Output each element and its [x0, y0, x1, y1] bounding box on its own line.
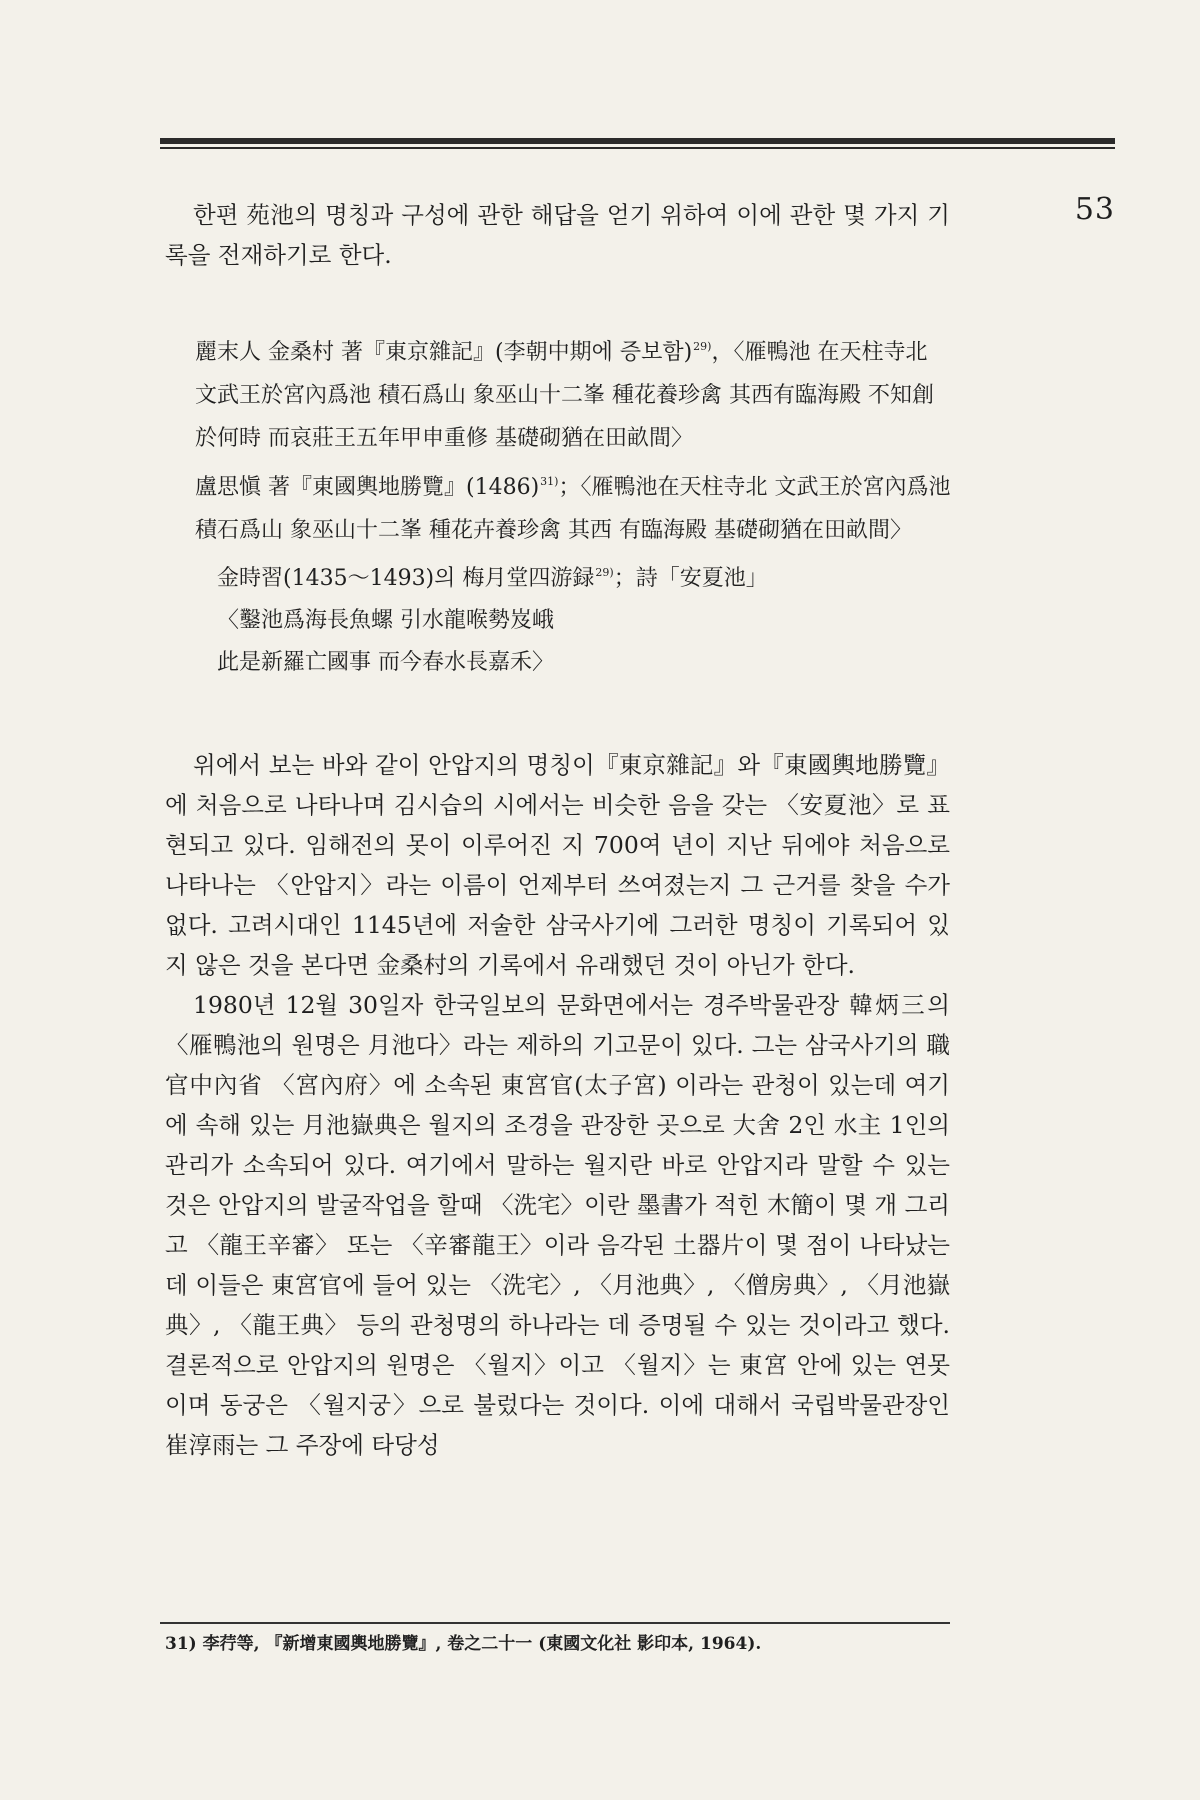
- quote-dongguk-yeoji: [195, 460, 955, 552]
- quotation-block: [195, 325, 955, 684]
- intro-text: 한편 苑池의 명칭과 구성에 관한 해답을 얻기 위하여 이에 관한 몇 가지 기록을 전재하기로 한다.: [165, 201, 950, 269]
- body-paragraph-2: 1980년 12월 30일자 한국일보의 문화면에서는 경주박물관장 韓炳三의 〈雁鴨池의 원명은 月池다〉라는 제하의 기고문이 있다. 그는 삼국사기의 職官中內省 〈宮內府〉에 소속된 東宮官(太子宮) 이라는 관청이 있는데 여기에 속해 있는 月池嶽典은 월지의 조경을 관장한 곳으로 大舍 2인 水主 1인의 관리가 소속되어 있다. 여기에서 말하는 월지란 바로 안압지라 말할 수 있는 것은 안압지의 발굴작업을 할때 〈洗宅〉이란 墨書가 적힌 木簡이 몇 개 그리고 〈龍王辛審〉 또는 〈辛審龍王〉이라 음각된 土器片이 몇 점이 나타났는데 이들은 東宮官에 들어 있는 〈洗宅〉, 〈月池典〉, 〈僧房典〉, 〈月池嶽典〉, 〈龍王典〉 등의 관청명의 하나라는 데 증명될 수 있는 것이라고 했다. 결론적으로 안압지의 원명은 〈월지〉이고 〈월지〉는 東宮 안에 있는 연못이며 동궁은 〈월지궁〉으로 불렀다는 것이다. 이에 대해서 국립박물관장인 崔淳雨는 그 주장에 타당성: [165, 991, 950, 1459]
- header-rule-thin: [160, 147, 1115, 149]
- header-rule-thick: [160, 138, 1115, 144]
- footnote: 31) 李荇等, 『新增東國輿地勝覽』, 卷之二十一 (東國文化社 影印本, 1964).: [165, 1634, 762, 1654]
- quote-kim-si-seup-poem: [217, 552, 955, 684]
- quote-tongyeong-japgi: [195, 325, 955, 460]
- poem-line-1: 〈鑿池爲海長魚螺 引水龍喉勢岌峨: [217, 608, 554, 633]
- body-paragraph-1: 위에서 보는 바와 같이 안압지의 명칭이『東京雜記』와『東國輿地勝覽』에 처음으로 나타나며 김시습의 시에서는 비슷한 음을 갖는 〈安夏池〉로 표현되고 있다. 임해전의 못이 이루어진 지 700여 년이 지난 뒤에야 처음으로 나타나는 〈안압지〉라는 이름이 언제부터 쓰여졌는지 그 근거를 찾을 수가 없다. 고려시대인 1145년에 저술한 삼국사기에 그러한 명칭이 기록되어 있지 않은 것을 본다면 金桑村의 기록에서 유래했던 것이 아닌가 한다.: [165, 751, 950, 979]
- quote1-text-after: ，〈雁鴨池 在天柱寺北 文武王於宮內爲池 積石爲山 象巫山十二峯 種花養珍禽 其西有臨海殿 不知創於何時 而哀莊王五年甲申重修 基礎砌猶在田畝間〉: [195, 340, 934, 451]
- quote1-footnote-ref: 29): [693, 340, 712, 353]
- quote1-text-before: 麗末人 金桑村 著『東京雜記』(李朝中期에 증보함): [195, 340, 693, 365]
- intro-paragraph: [165, 195, 950, 275]
- quote3-footnote-ref: 29): [595, 566, 614, 579]
- quote2-text-after: ；〈雁鴨池在天柱寺北 文武王於宮內爲池 積石爲山 象巫山十二峯 種花卉養珍禽 其西 有臨海殿 基礎砌猶在田畝間〉: [195, 475, 951, 543]
- body-text: [165, 745, 950, 1465]
- quote2-text-before: 盧思愼 著『東國輿地勝覽』(1486): [195, 475, 540, 500]
- page-number: 53: [1074, 192, 1115, 227]
- footnote-rule: [160, 1622, 950, 1624]
- quote3-text-after: ；詩「安夏池」: [613, 566, 768, 591]
- poem-header: [217, 552, 955, 600]
- quote3-text-before: 金時習(1435～1493)의 梅月堂四游録: [217, 566, 595, 591]
- poem-line-2: 此是新羅亡國事 而今春水長嘉禾〉: [217, 650, 554, 675]
- quote2-footnote-ref: 31): [540, 475, 559, 488]
